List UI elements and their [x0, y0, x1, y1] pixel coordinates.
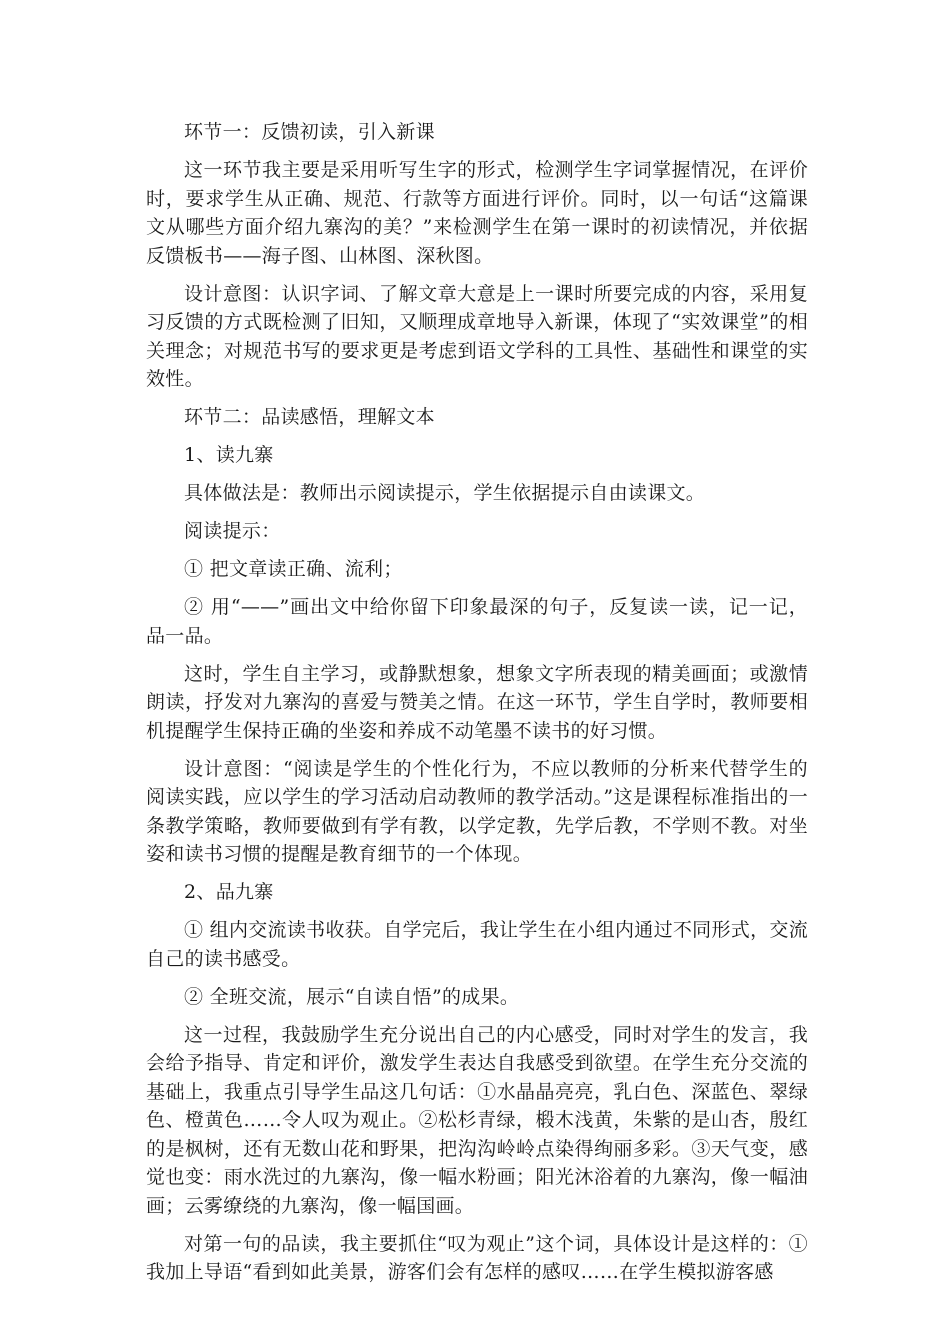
document-body	[146, 118, 808, 1296]
paragraph: 设计意图：认识字词、了解文章大意是上一课时所要完成的内容，采用复习反馈的方式既检测了旧知，又顺理成章地导入新课，体现了“实效课堂”的相关理念；对规范书写的要求更是考虑到语文学科的工具性、基础性和课堂的实效性。	[146, 282, 808, 390]
section-heading-2: 环节二：品读感悟，理解文本	[184, 406, 435, 428]
paragraph: 具体做法是：教师出示阅读提示，学生依据提示自由读课文。	[184, 482, 706, 504]
section-heading-1: 环节一：反馈初读，引入新课	[184, 121, 435, 143]
paragraph: 设计意图：“阅读是学生的个性化行为，不应以教师的分析来代替学生的阅读实践，应以学生的学习活动启动教师的教学活动。”这是课程标准指出的一条教学策略，教师要做到有学有教，以学定教，先学后教，不学则不教。对坐姿和读书习惯的提醒是教育细节的一个体现。	[146, 757, 808, 865]
paragraph: 对第一句的品读，我主要抓住“叹为观止”这个词，具体设计是这样的：①我加上导语“看到如此美景，游客们会有怎样的感叹……在学生模拟游客感	[146, 1232, 808, 1283]
paragraph: 这一过程，我鼓励学生充分说出自己的内心感受，同时对学生的发言，我会给予指导、肯定和评价，激发学生表达自我感受到欲望。在学生充分交流的基础上，我重点引导学生品这几句话：①水晶晶亮亮，乳白色、深蓝色、翠绿色、橙黄色……令人叹为观止。②松杉青绿，椴木浅黄，朱紫的是山杏，殷红的是枫树，还有无数山花和野果，把沟沟岭岭点染得绚丽多彩。③天气变，感觉也变：雨水洗过的九寨沟，像一幅水粉画；阳光沐浴着的九寨沟，像一幅油画；云雾缭绕的九寨沟，像一幅国画。	[146, 1023, 808, 1217]
list-item: ② 用“——”画出文中给你留下印象最深的句子，反复读一读，记一记，品一品。	[146, 596, 808, 647]
list-item: ① 把文章读正确、流利；	[184, 558, 403, 580]
paragraph: 这时，学生自主学习，或静默想象，想象文字所表现的精美画面；或激情朗读，抒发对九寨沟的喜爱与赞美之情。在这一环节，学生自学时，教师要相机提醒学生保持正确的坐姿和养成不动笔墨不读书的好习惯。	[146, 662, 808, 742]
list-item: ① 组内交流读书收获。自学完后，我让学生在小组内通过不同形式，交流自己的读书感受。	[146, 919, 808, 970]
subheading: 1、读九寨	[184, 444, 274, 466]
list-item: ② 全班交流，展示“自读自悟”的成果。	[184, 985, 520, 1008]
subheading: 2、品九寨	[184, 881, 274, 903]
paragraph: 这一环节我主要是采用听写生字的形式，检测学生字词掌握情况，在评价时，要求学生从正确、规范、行款等方面进行评价。同时，以一句话“这篇课文从哪些方面介绍九寨沟的美？”来检测学生在第一课时的初读情况，并依据反馈板书——海子图、山林图、深秋图。	[146, 159, 808, 267]
paragraph: 阅读提示：	[184, 520, 281, 542]
